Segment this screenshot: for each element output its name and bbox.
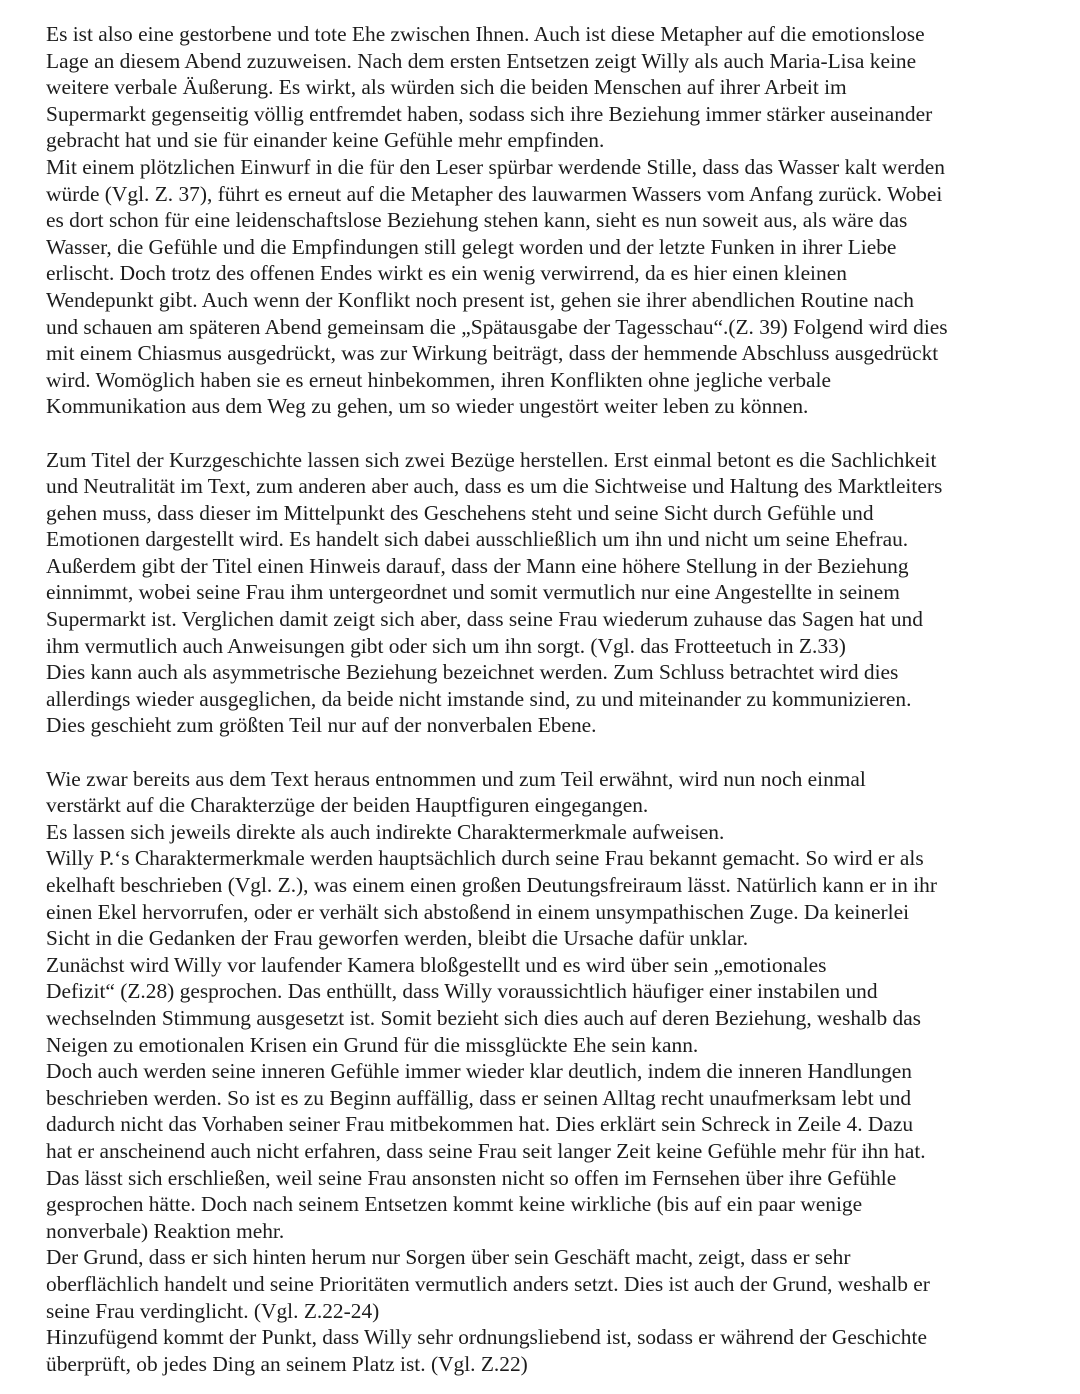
text-line: und schauen am späteren Abend gemeinsam die „Spätausgabe der Tagesschau“.(Z. 39) Folgend wird dies: [46, 314, 948, 339]
text-line: Defizit“ (Z.28) gesprochen. Das enthüllt, dass Willy voraussichtlich häufiger einer instabilen und: [46, 979, 878, 1004]
text-line: gesprochen hätte. Doch nach seinem Entsetzen kommt keine wirkliche (bis auf ein paar wenige: [46, 1192, 863, 1217]
text-line: Dies geschieht zum größten Teil nur auf der nonverbalen Ebene.: [46, 713, 597, 738]
text-line: Es lassen sich jeweils direkte als auch indirekte Charaktermerkmale aufweisen.: [46, 819, 725, 844]
text-line: Kommunikation aus dem Weg zu gehen, um so wieder ungestört weiter leben zu können.: [46, 394, 809, 419]
text-line: Doch auch werden seine inneren Gefühle immer wieder klar deutlich, indem die inneren Handlungen: [46, 1059, 912, 1084]
text-line: Mit einem plötzlichen Einwurf in die für den Leser spürbar werdende Stille, dass das Wasser kalt werden: [46, 154, 945, 179]
text-line: wechselnden Stimmung ausgesetzt ist. Somit bezieht sich dies auch auf deren Beziehung, weshalb das: [46, 1005, 922, 1030]
text-line: verstärkt auf die Charakterzüge der beiden Hauptfiguren eingegangen.: [46, 793, 649, 818]
text-line: Wie zwar bereits aus dem Text heraus entnommen und zum Teil erwähnt, wird nun noch einmal: [46, 766, 866, 791]
text-line: Wendepunkt gibt. Auch wenn der Konflikt noch present ist, gehen sie ihrer abendlichen Routine nach: [46, 287, 914, 312]
text-line: Zum Titel der Kurzgeschichte lassen sich zwei Bezüge herstellen. Erst einmal betont es die Sachlichkeit: [46, 447, 937, 472]
text-line: einnimmt, wobei seine Frau ihm untergeordnet und somit vermutlich nur eine Angestellte in seinem: [46, 580, 900, 605]
text-line: und Neutralität im Text, zum anderen aber auch, dass es um die Sichtweise und Haltung des Marktleiters: [46, 474, 943, 499]
text-line: gehen muss, dass dieser im Mittelpunkt des Geschehens steht und seine Sicht durch Gefühle und: [46, 500, 874, 525]
paragraph-block: [46, 447, 1046, 740]
text-line: mit einem Chiasmus ausgedrückt, was zur Wirkung beiträgt, dass der hemmende Abschluss ausgedrückt: [46, 341, 939, 366]
paragraph-block: [46, 21, 1046, 420]
text-line: Neigen zu emotionalen Krisen ein Grund für die missglückte Ehe sein kann.: [46, 1032, 699, 1057]
text-line: hat er anscheinend auch nicht erfahren, dass seine Frau seit langer Zeit keine Gefühle mehr für ihn hat.: [46, 1138, 926, 1163]
text-line: Willy P.‘s Charaktermerkmale werden hauptsächlich durch seine Frau bekannt gemacht. So wird er als: [46, 846, 924, 871]
text-line: wird. Womöglich haben sie es erneut hinbekommen, ihren Konflikten ohne jegliche verbale: [46, 367, 831, 392]
document-page: [46, 21, 1046, 1377]
paragraph-gap: [46, 420, 1046, 447]
text-line: erlischt. Doch trotz des offenen Endes wirkt es ein wenig verwirrend, da es hier einen kleinen: [46, 261, 847, 286]
paragraph-gap: [46, 739, 1046, 766]
text-line: Es ist also eine gestorbene und tote Ehe zwischen Ihnen. Auch ist diese Metapher auf die emotionslose: [46, 22, 925, 46]
text-line: nonverbale) Reaktion mehr.: [46, 1218, 285, 1243]
text-line: Hinzufügend kommt der Punkt, dass Willy sehr ordnungsliebend ist, sodass er während der Geschichte: [46, 1325, 927, 1350]
text-line: seine Frau verdinglicht. (Vgl. Z.22-24): [46, 1298, 380, 1323]
text-line: Der Grund, dass er sich hinten herum nur Sorgen über sein Geschäft macht, zeigt, dass er sehr: [46, 1245, 851, 1270]
text-line: Lage an diesem Abend zuzuweisen. Nach dem ersten Entsetzen zeigt Willy als auch Maria-Lisa keine: [46, 48, 917, 73]
text-line: ihm vermutlich auch Anweisungen gibt oder sich um ihn sorgt. (Vgl. das Frotteetuch in Z.33): [46, 633, 846, 658]
text-line: Das lässt sich erschließen, weil seine Frau ansonsten nicht so offen im Fernsehen über ihre Gefühle: [46, 1165, 897, 1190]
text-line: ekelhaft beschrieben (Vgl. Z.), was einem einen großen Deutungsfreiraum lässt. Natürlich kann er in ihr: [46, 873, 937, 897]
text-line: Zunächst wird Willy vor laufender Kamera bloßgestellt und es wird über sein „emotionales: [46, 952, 827, 977]
text-line: Außerdem gibt der Titel einen Hinweis darauf, dass der Mann eine höhere Stellung in der Beziehung: [46, 553, 909, 578]
text-line: Wasser, die Gefühle und die Empfindungen still gelegt worden und der letzte Funken in ihrer Liebe: [46, 234, 897, 259]
paragraph-block: [46, 766, 1046, 1378]
text-line: dadurch nicht das Vorhaben seiner Frau mitbekommen hat. Dies erklärt sein Schreck in Zeile 4. Dazu: [46, 1112, 914, 1137]
text-line: allerdings wieder ausgeglichen, da beide nicht imstande sind, zu und miteinander zu kommunizieren.: [46, 686, 912, 711]
text-line: beschrieben werden. So ist es zu Beginn auffällig, dass er seinen Alltag recht unaufmerksam lebt und: [46, 1085, 912, 1110]
text-line: Emotionen dargestellt wird. Es handelt sich dabei ausschließlich um ihn und nicht um seine Ehefrau.: [46, 527, 909, 552]
text-line: es dort schon für eine leidenschaftslose Beziehung stehen kann, sieht es nun soweit aus, als wäre das: [46, 208, 908, 233]
text-line: einen Ekel hervorrufen, oder er verhält sich abstoßend in einem unsympathischen Zuge. Da keinerlei: [46, 899, 910, 924]
text-line: oberflächlich handelt und seine Prioritäten vermutlich anders setzt. Dies ist auch der Grund, weshalb er: [46, 1271, 930, 1296]
text-line: Sicht in die Gedanken der Frau geworfen werden, bleibt die Ursache dafür unklar.: [46, 926, 749, 951]
text-line: Dies kann auch als asymmetrische Beziehung bezeichnet werden. Zum Schluss betrachtet wird dies: [46, 660, 899, 685]
text-line: Supermarkt ist. Verglichen damit zeigt sich aber, dass seine Frau wiederum zuhause das Sagen hat und: [46, 607, 923, 632]
text-line: würde (Vgl. Z. 37), führt es erneut auf die Metapher des lauwarmen Wassers vom Anfang zurück. Wobei: [46, 181, 943, 206]
text-line: Supermarkt gegenseitig völlig entfremdet haben, sodass sich ihre Beziehung immer stärker auseinander: [46, 101, 933, 126]
text-line: weitere verbale Äußerung. Es wirkt, als würden sich die beiden Menschen auf ihrer Arbeit im: [46, 75, 847, 100]
text-line: überprüft, ob jedes Ding an seinem Platz ist. (Vgl. Z.22): [46, 1351, 528, 1376]
text-line: gebracht hat und sie für einander keine Gefühle mehr empfinden.: [46, 128, 605, 153]
